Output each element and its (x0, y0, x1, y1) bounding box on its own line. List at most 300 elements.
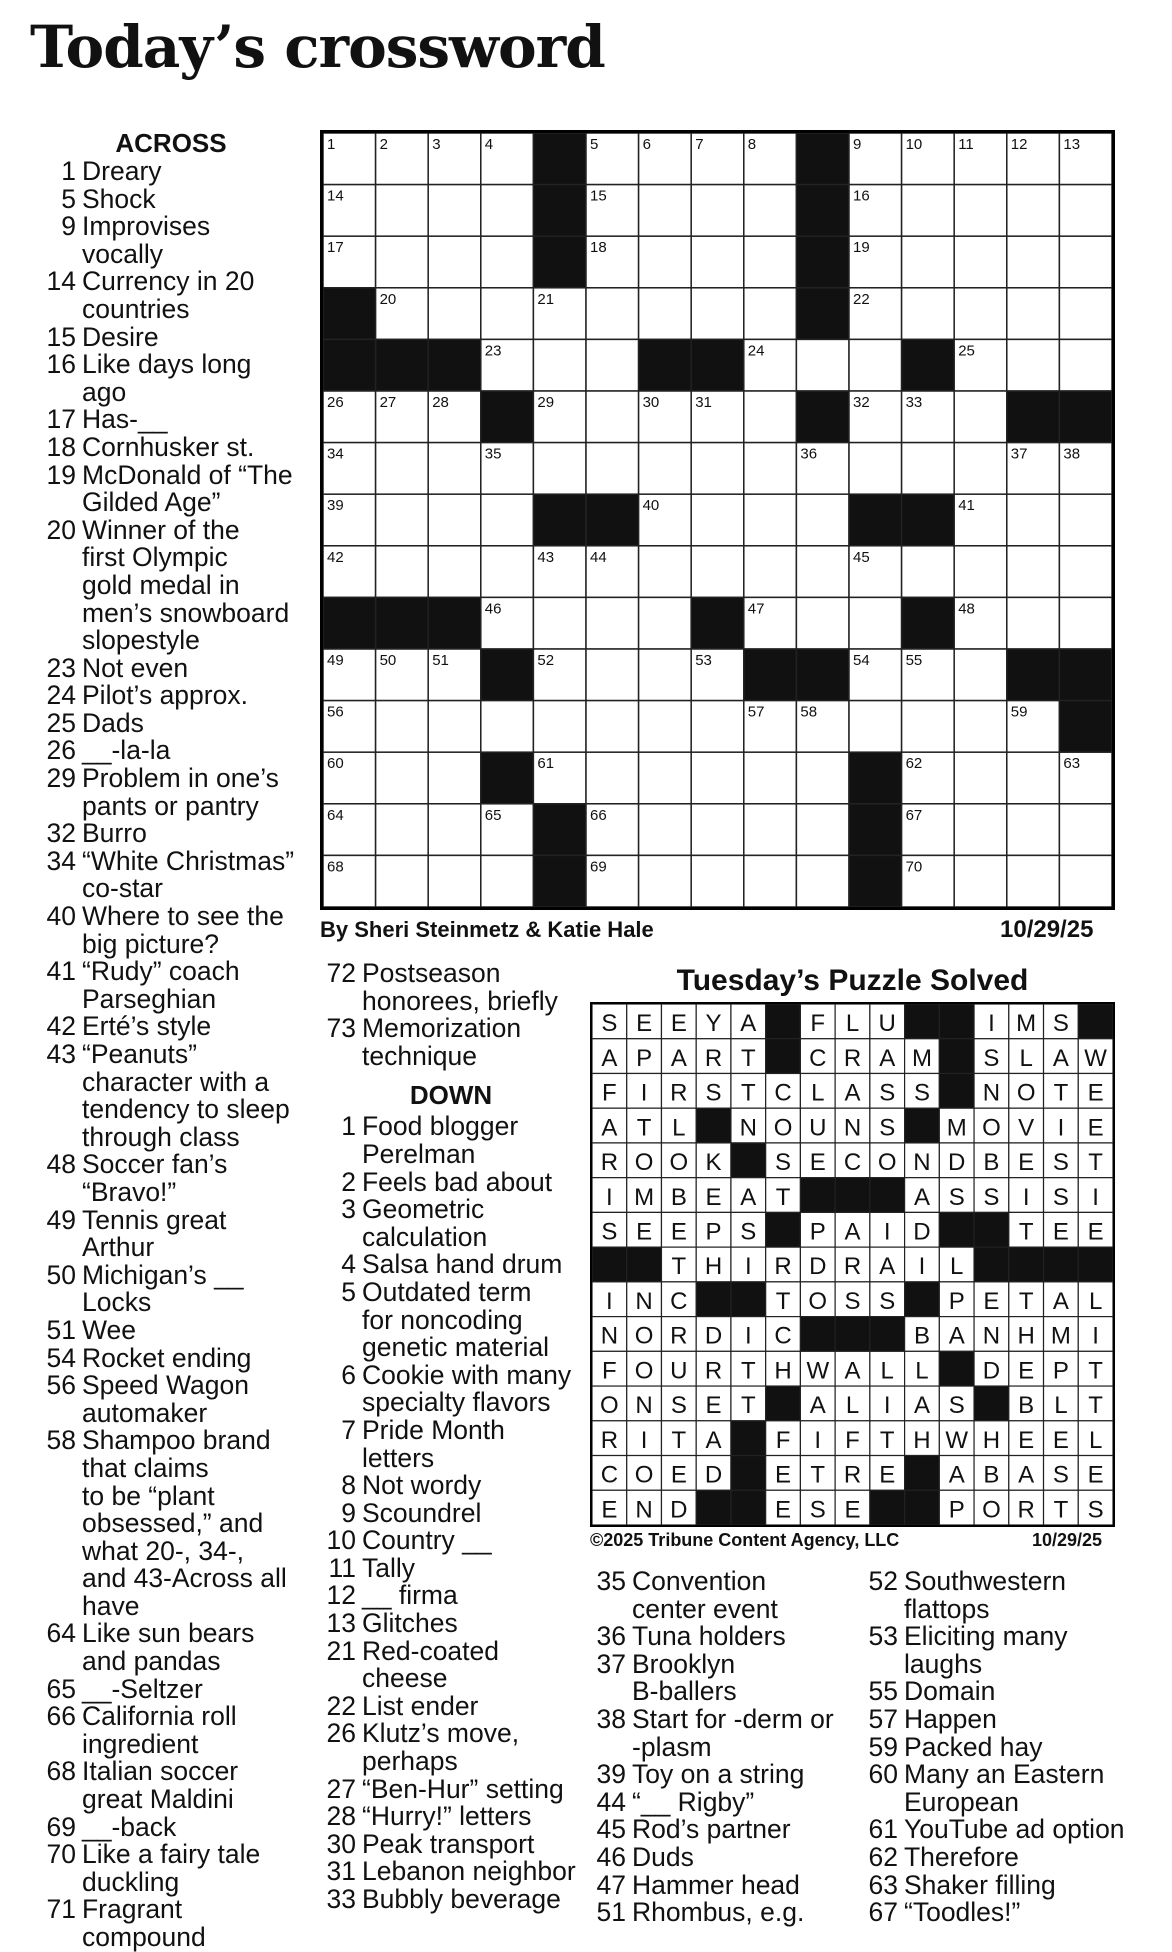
clue-text: Postseason (362, 958, 501, 988)
grid-cell[interactable] (639, 752, 692, 804)
solution-letter: R (600, 1426, 619, 1454)
solution-letter: N (739, 1114, 757, 1142)
grid-cell[interactable] (1059, 597, 1112, 649)
clue-text: center event (632, 1593, 778, 1624)
black-square (939, 1212, 974, 1247)
grid-cell[interactable] (1007, 546, 1060, 598)
clue-number (36, 572, 76, 600)
grid-cell[interactable] (744, 391, 797, 443)
clue-text: compound (82, 1922, 206, 1952)
clue-number: 31 (326, 1856, 356, 1887)
clue (36, 1397, 306, 1428)
solution-letter: T (740, 1044, 756, 1072)
grid-cell[interactable] (1007, 236, 1060, 288)
black-square (849, 804, 902, 856)
clue-list (36, 158, 306, 1952)
grid-cell[interactable] (1007, 185, 1060, 237)
clue-text: perhaps (362, 1746, 458, 1777)
clue-number: 66 (46, 1701, 76, 1732)
clue-text: European (904, 1786, 1019, 1817)
grid-cell[interactable] (376, 804, 429, 856)
black-square (766, 1004, 801, 1039)
clue-text: to be “plant (82, 1480, 215, 1511)
solution-letter: W (945, 1426, 969, 1454)
solution-letter: S (601, 1218, 618, 1246)
grid-cell[interactable] (691, 443, 744, 495)
clue-text: duckling (82, 1866, 180, 1897)
black-square (428, 339, 481, 391)
grid-cell[interactable] (639, 597, 692, 649)
clue-text: “Hurry!” letters (362, 1801, 532, 1832)
grid-cell[interactable] (796, 752, 849, 804)
clue-text: Michigan’s __ (82, 1259, 244, 1290)
clue-number: 48 (46, 1149, 76, 1180)
clue-number: 23 (46, 652, 76, 683)
grid-cell[interactable] (639, 546, 692, 598)
cell-number: 36 (800, 445, 818, 463)
black-square (905, 1456, 940, 1491)
grid-cell[interactable] (586, 649, 639, 701)
clue (586, 1703, 856, 1734)
clue-number: 11 (328, 1552, 356, 1583)
grid-cell[interactable] (744, 804, 797, 856)
grid-cell[interactable] (691, 236, 744, 288)
grid-cell[interactable] (428, 701, 481, 753)
clue-number: 61 (868, 1814, 898, 1845)
grid-cell[interactable] (639, 855, 692, 907)
solution-letter: C (600, 1461, 619, 1489)
clue-number (36, 1179, 76, 1207)
grid-cell[interactable] (533, 701, 586, 753)
cell-number: 69 (590, 858, 607, 876)
grid-cell[interactable] (481, 546, 534, 598)
clue-number: 67 (868, 1897, 898, 1928)
grid-cell[interactable] (586, 288, 639, 340)
solution-letter: L (950, 1253, 964, 1281)
grid-cell[interactable] (744, 288, 797, 340)
grid-cell[interactable] (691, 804, 744, 856)
grid-cell[interactable] (691, 701, 744, 753)
grid-cell[interactable] (1059, 546, 1112, 598)
grid-cell[interactable] (428, 288, 481, 340)
grid-cell[interactable] (691, 185, 744, 237)
clue-number: 19 (46, 459, 76, 490)
grid-cell[interactable] (796, 855, 849, 907)
grid-cell[interactable] (954, 185, 1007, 237)
grid-cell[interactable] (691, 855, 744, 907)
grid-cell[interactable] (481, 236, 534, 288)
grid-cell[interactable] (691, 288, 744, 340)
solution-letter: R (670, 1322, 688, 1350)
solution-letter: S (1052, 1149, 1069, 1177)
solved-title: Tuesday’s Puzzle Solved (676, 964, 1029, 997)
solution-letter: I (1092, 1183, 1099, 1211)
solution-letter: F (810, 1010, 826, 1038)
grid-cell[interactable] (744, 752, 797, 804)
clue-number (316, 1665, 356, 1693)
clue-number: 26 (46, 735, 76, 766)
grid-cell[interactable] (376, 443, 429, 495)
clue (586, 1568, 856, 1596)
clue-text: Like sun bears (82, 1618, 255, 1649)
grid-cell[interactable] (954, 443, 1007, 495)
clue-number: 62 (868, 1841, 898, 1872)
solution-letter: A (1052, 1044, 1069, 1072)
solution-letter: A (913, 1183, 930, 1211)
clue (316, 1015, 586, 1043)
grid-cell[interactable] (849, 339, 902, 391)
clue (36, 1204, 306, 1235)
grid-cell[interactable] (954, 855, 1007, 907)
grid-cell[interactable] (902, 236, 955, 288)
cell-number: 33 (905, 394, 923, 411)
grid-cell[interactable] (691, 494, 744, 546)
grid-cell[interactable] (849, 701, 902, 753)
clue-number: 55 (868, 1676, 898, 1707)
clue-number (36, 1234, 76, 1262)
solution-letter: D (913, 1218, 931, 1246)
solution-letter: E (1087, 1218, 1104, 1246)
grid-cell[interactable] (954, 701, 1007, 753)
grid-cell[interactable] (376, 185, 429, 237)
clue (316, 1720, 586, 1748)
clue-text: and pandas (82, 1646, 221, 1677)
solution-letter: T (1088, 1392, 1103, 1420)
grid-cell[interactable] (796, 494, 849, 546)
grid-cell[interactable] (376, 494, 429, 546)
clue (316, 1472, 586, 1500)
grid-cell[interactable] (481, 855, 534, 907)
clue-number: 8 (341, 1470, 356, 1501)
grid-cell[interactable] (428, 804, 481, 856)
solution-letter: I (640, 1079, 648, 1107)
clue (36, 321, 306, 352)
solution-letter: L (880, 1357, 894, 1385)
solution-letter: A (705, 1426, 722, 1454)
clue (858, 1731, 1138, 1762)
solution-letter: B (983, 1461, 1000, 1489)
clue (316, 1858, 586, 1886)
grid-cell[interactable] (796, 546, 849, 598)
grid-cell[interactable] (1059, 185, 1112, 237)
cell-number: 7 (695, 136, 704, 153)
grid-cell[interactable] (1059, 339, 1112, 391)
grid-cell[interactable] (954, 288, 1007, 340)
solution-letter: O (634, 1149, 654, 1177)
clue (36, 1480, 306, 1511)
solution-letter: O (634, 1357, 654, 1385)
cell-number: 63 (1063, 755, 1081, 773)
solution-letter: H (913, 1426, 931, 1454)
clue-text: for noncoding (362, 1304, 523, 1335)
black-square (731, 1421, 766, 1456)
black-square (835, 1317, 870, 1352)
clue (586, 1623, 856, 1651)
grid-cell[interactable] (481, 185, 534, 237)
black-square (533, 185, 586, 237)
solution-letter: I (918, 1253, 926, 1281)
solution-letter: A (948, 1461, 965, 1489)
grid-cell[interactable] (902, 701, 955, 753)
grid-cell[interactable] (639, 649, 692, 701)
grid-cell[interactable] (481, 701, 534, 753)
clue-text: B-ballers (632, 1676, 737, 1707)
clue-number (858, 1596, 898, 1624)
grid-cell[interactable] (428, 752, 481, 804)
grid-cell[interactable] (533, 597, 586, 649)
black-square (870, 1317, 905, 1352)
black-square (766, 1386, 801, 1421)
solution-letter: S (1087, 1496, 1104, 1524)
grid-cell[interactable] (1007, 288, 1060, 340)
solution-letter: A (1018, 1461, 1035, 1489)
clue-text: first Olympic (82, 542, 228, 573)
grid-cell[interactable] (954, 391, 1007, 443)
solution-letter: W (806, 1357, 830, 1385)
crossword-grid[interactable] (320, 130, 1115, 910)
clue-text: Peak transport (362, 1828, 535, 1859)
grid-cell[interactable] (796, 804, 849, 856)
grid-cell[interactable] (1059, 236, 1112, 288)
clue-text: automaker (82, 1397, 208, 1428)
black-square (1078, 1004, 1113, 1039)
grid-cell[interactable] (954, 804, 1007, 856)
black-square (796, 649, 849, 701)
black-square (939, 1039, 974, 1074)
clue (36, 1314, 306, 1345)
clue-number (36, 1483, 76, 1511)
grid-cell[interactable] (954, 546, 1007, 598)
clue-text: Gilded Age” (82, 487, 221, 518)
grid-cell[interactable] (1007, 494, 1060, 546)
grid-cell[interactable] (376, 701, 429, 753)
clue-number (36, 1924, 76, 1952)
grid-cell[interactable] (954, 236, 1007, 288)
solution-letter: R (704, 1357, 723, 1385)
solution-letter: R (670, 1079, 688, 1107)
grid-cell[interactable] (376, 236, 429, 288)
grid-cell[interactable] (1059, 288, 1112, 340)
clue (36, 459, 306, 490)
clue (36, 1452, 306, 1483)
solution-letter: L (1054, 1392, 1068, 1420)
clue-list (858, 1568, 1138, 1927)
clue-number: 57 (868, 1703, 898, 1734)
clue-number (36, 1289, 76, 1317)
clue (36, 1648, 306, 1676)
solution-letter: A (1052, 1287, 1069, 1315)
cell-number: 8 (747, 136, 757, 153)
grid-cell[interactable] (691, 546, 744, 598)
grid-cell[interactable] (1059, 804, 1112, 856)
solution-letter: O (877, 1149, 897, 1177)
solution-letter: S (1052, 1010, 1069, 1038)
clue-text: Brooklyn (632, 1648, 736, 1679)
cell-number: 31 (695, 394, 712, 411)
grid-cell[interactable] (902, 443, 955, 495)
grid-cell[interactable] (849, 597, 902, 649)
grid-cell[interactable] (481, 288, 534, 340)
clue-text: California roll (82, 1701, 237, 1732)
clue-number: 53 (868, 1621, 898, 1652)
clue-number (36, 1096, 76, 1124)
cell-number: 37 (1010, 445, 1028, 463)
clue (36, 1620, 306, 1648)
solution-letter: N (635, 1392, 653, 1420)
black-square (691, 339, 744, 391)
grid-cell[interactable] (744, 443, 797, 495)
solution-letter: D (948, 1149, 966, 1177)
grid-cell[interactable] (796, 339, 849, 391)
grid-cell[interactable] (849, 443, 902, 495)
cell-number: 43 (537, 548, 555, 566)
grid-cell[interactable] (1059, 855, 1112, 907)
grid-cell[interactable] (428, 546, 481, 598)
grid-cell[interactable] (428, 494, 481, 546)
grid-cell[interactable] (639, 804, 692, 856)
grid-cell[interactable] (744, 855, 797, 907)
black-square (586, 494, 639, 546)
grid-cell[interactable] (639, 236, 692, 288)
clue-text: Cookie with many (362, 1359, 572, 1390)
cell-number: 2 (379, 136, 388, 153)
cell-number: 14 (327, 187, 344, 205)
clue-text: Erté’s style (82, 1011, 212, 1042)
grid-cell[interactable] (954, 752, 1007, 804)
grid-cell[interactable] (428, 855, 481, 907)
grid-cell[interactable] (586, 391, 639, 443)
clue-text: “__ Rigby” (632, 1786, 755, 1817)
black-square (974, 1212, 1009, 1247)
clue-text: Rod’s partner (632, 1814, 791, 1845)
black-square (939, 1004, 974, 1039)
grid-cell[interactable] (954, 649, 1007, 701)
solution-letter: E (983, 1287, 1000, 1315)
black-square (533, 236, 586, 288)
solution-letter: L (1088, 1426, 1103, 1454)
clue (36, 1866, 306, 1897)
grid-cell[interactable] (481, 494, 534, 546)
clue (316, 1748, 586, 1776)
clue-text: Domain (904, 1676, 996, 1707)
grid-cell[interactable] (639, 185, 692, 237)
grid-cell[interactable] (586, 597, 639, 649)
solution-letter: S (809, 1496, 826, 1524)
clue-number: 73 (326, 1013, 356, 1044)
black-square (796, 185, 849, 237)
black-square (1059, 701, 1112, 753)
cell-number: 5 (590, 136, 599, 153)
grid-cell[interactable] (586, 752, 639, 804)
grid-cell[interactable] (744, 494, 797, 546)
grid-cell[interactable] (639, 288, 692, 340)
grid-cell[interactable] (533, 339, 586, 391)
grid-cell[interactable] (1007, 339, 1060, 391)
grid-cell[interactable] (902, 288, 955, 340)
clue-text: Not even (82, 652, 189, 683)
grid-cell[interactable] (639, 443, 692, 495)
clue-number: 5 (61, 183, 76, 214)
grid-cell[interactable] (428, 236, 481, 288)
clue-number (36, 544, 76, 572)
clue-number: 4 (341, 1249, 356, 1280)
cell-number: 48 (958, 600, 975, 618)
solution-letter: O (808, 1287, 828, 1315)
grid-cell[interactable] (376, 752, 429, 804)
clue (36, 183, 306, 214)
clue-text: gold medal in (82, 569, 240, 600)
puzzle-grid-svg[interactable] (323, 133, 1112, 907)
grid-cell[interactable] (1007, 752, 1060, 804)
solution-letter: I (606, 1183, 613, 1211)
grid-cell[interactable] (1007, 804, 1060, 856)
grid-cell[interactable] (902, 185, 955, 237)
solution-letter: D (809, 1253, 827, 1281)
grid-cell[interactable] (1059, 494, 1112, 546)
clue (858, 1593, 1138, 1624)
clue-text: Red-coated (362, 1635, 500, 1666)
grid-cell[interactable] (586, 443, 639, 495)
clue (36, 1510, 306, 1538)
clue-number: 9 (341, 1497, 356, 1528)
black-square (533, 804, 586, 856)
clue-number (586, 1734, 626, 1762)
clue-number (36, 379, 76, 407)
clue-text: ingredient (82, 1728, 199, 1759)
solution-letter: O (600, 1392, 619, 1420)
clue-text: Packed hay (904, 1731, 1043, 1762)
clue (586, 1816, 856, 1844)
cell-number: 34 (327, 445, 344, 463)
cell-number: 56 (327, 703, 344, 721)
clue-number (316, 988, 356, 1016)
solution-letter: T (671, 1253, 687, 1281)
clue (36, 544, 306, 572)
grid-cell[interactable] (639, 701, 692, 753)
grid-cell[interactable] (376, 855, 429, 907)
solution-letter: T (1088, 1357, 1103, 1385)
solution-letter: N (635, 1287, 653, 1315)
grid-cell[interactable] (796, 597, 849, 649)
clue-text: Many an Eastern (904, 1759, 1105, 1790)
solution-letter: L (672, 1114, 686, 1142)
grid-cell[interactable] (428, 443, 481, 495)
grid-cell[interactable] (1007, 855, 1060, 907)
clue-text: Start for -derm or (632, 1703, 834, 1734)
grid-cell[interactable] (376, 546, 429, 598)
solution-letter: R (843, 1044, 862, 1072)
grid-cell[interactable] (744, 546, 797, 598)
grid-cell[interactable] (428, 185, 481, 237)
grid-cell[interactable] (902, 546, 955, 598)
black-square (696, 1108, 731, 1143)
solution-letter: H (774, 1357, 792, 1385)
solution-letter: T (740, 1392, 756, 1420)
grid-cell[interactable] (586, 701, 639, 753)
grid-cell[interactable] (533, 443, 586, 495)
grid-cell[interactable] (744, 185, 797, 237)
grid-cell[interactable] (744, 236, 797, 288)
clue-text: Desire (82, 321, 159, 352)
solution-letter: H (1017, 1322, 1035, 1350)
grid-cell[interactable] (691, 752, 744, 804)
solution-letter: T (1018, 1218, 1034, 1246)
grid-cell[interactable] (586, 339, 639, 391)
cell-number: 42 (327, 548, 344, 566)
clue-text: calculation (362, 1221, 488, 1252)
grid-cell[interactable] (1007, 597, 1060, 649)
black-square (905, 1108, 940, 1143)
